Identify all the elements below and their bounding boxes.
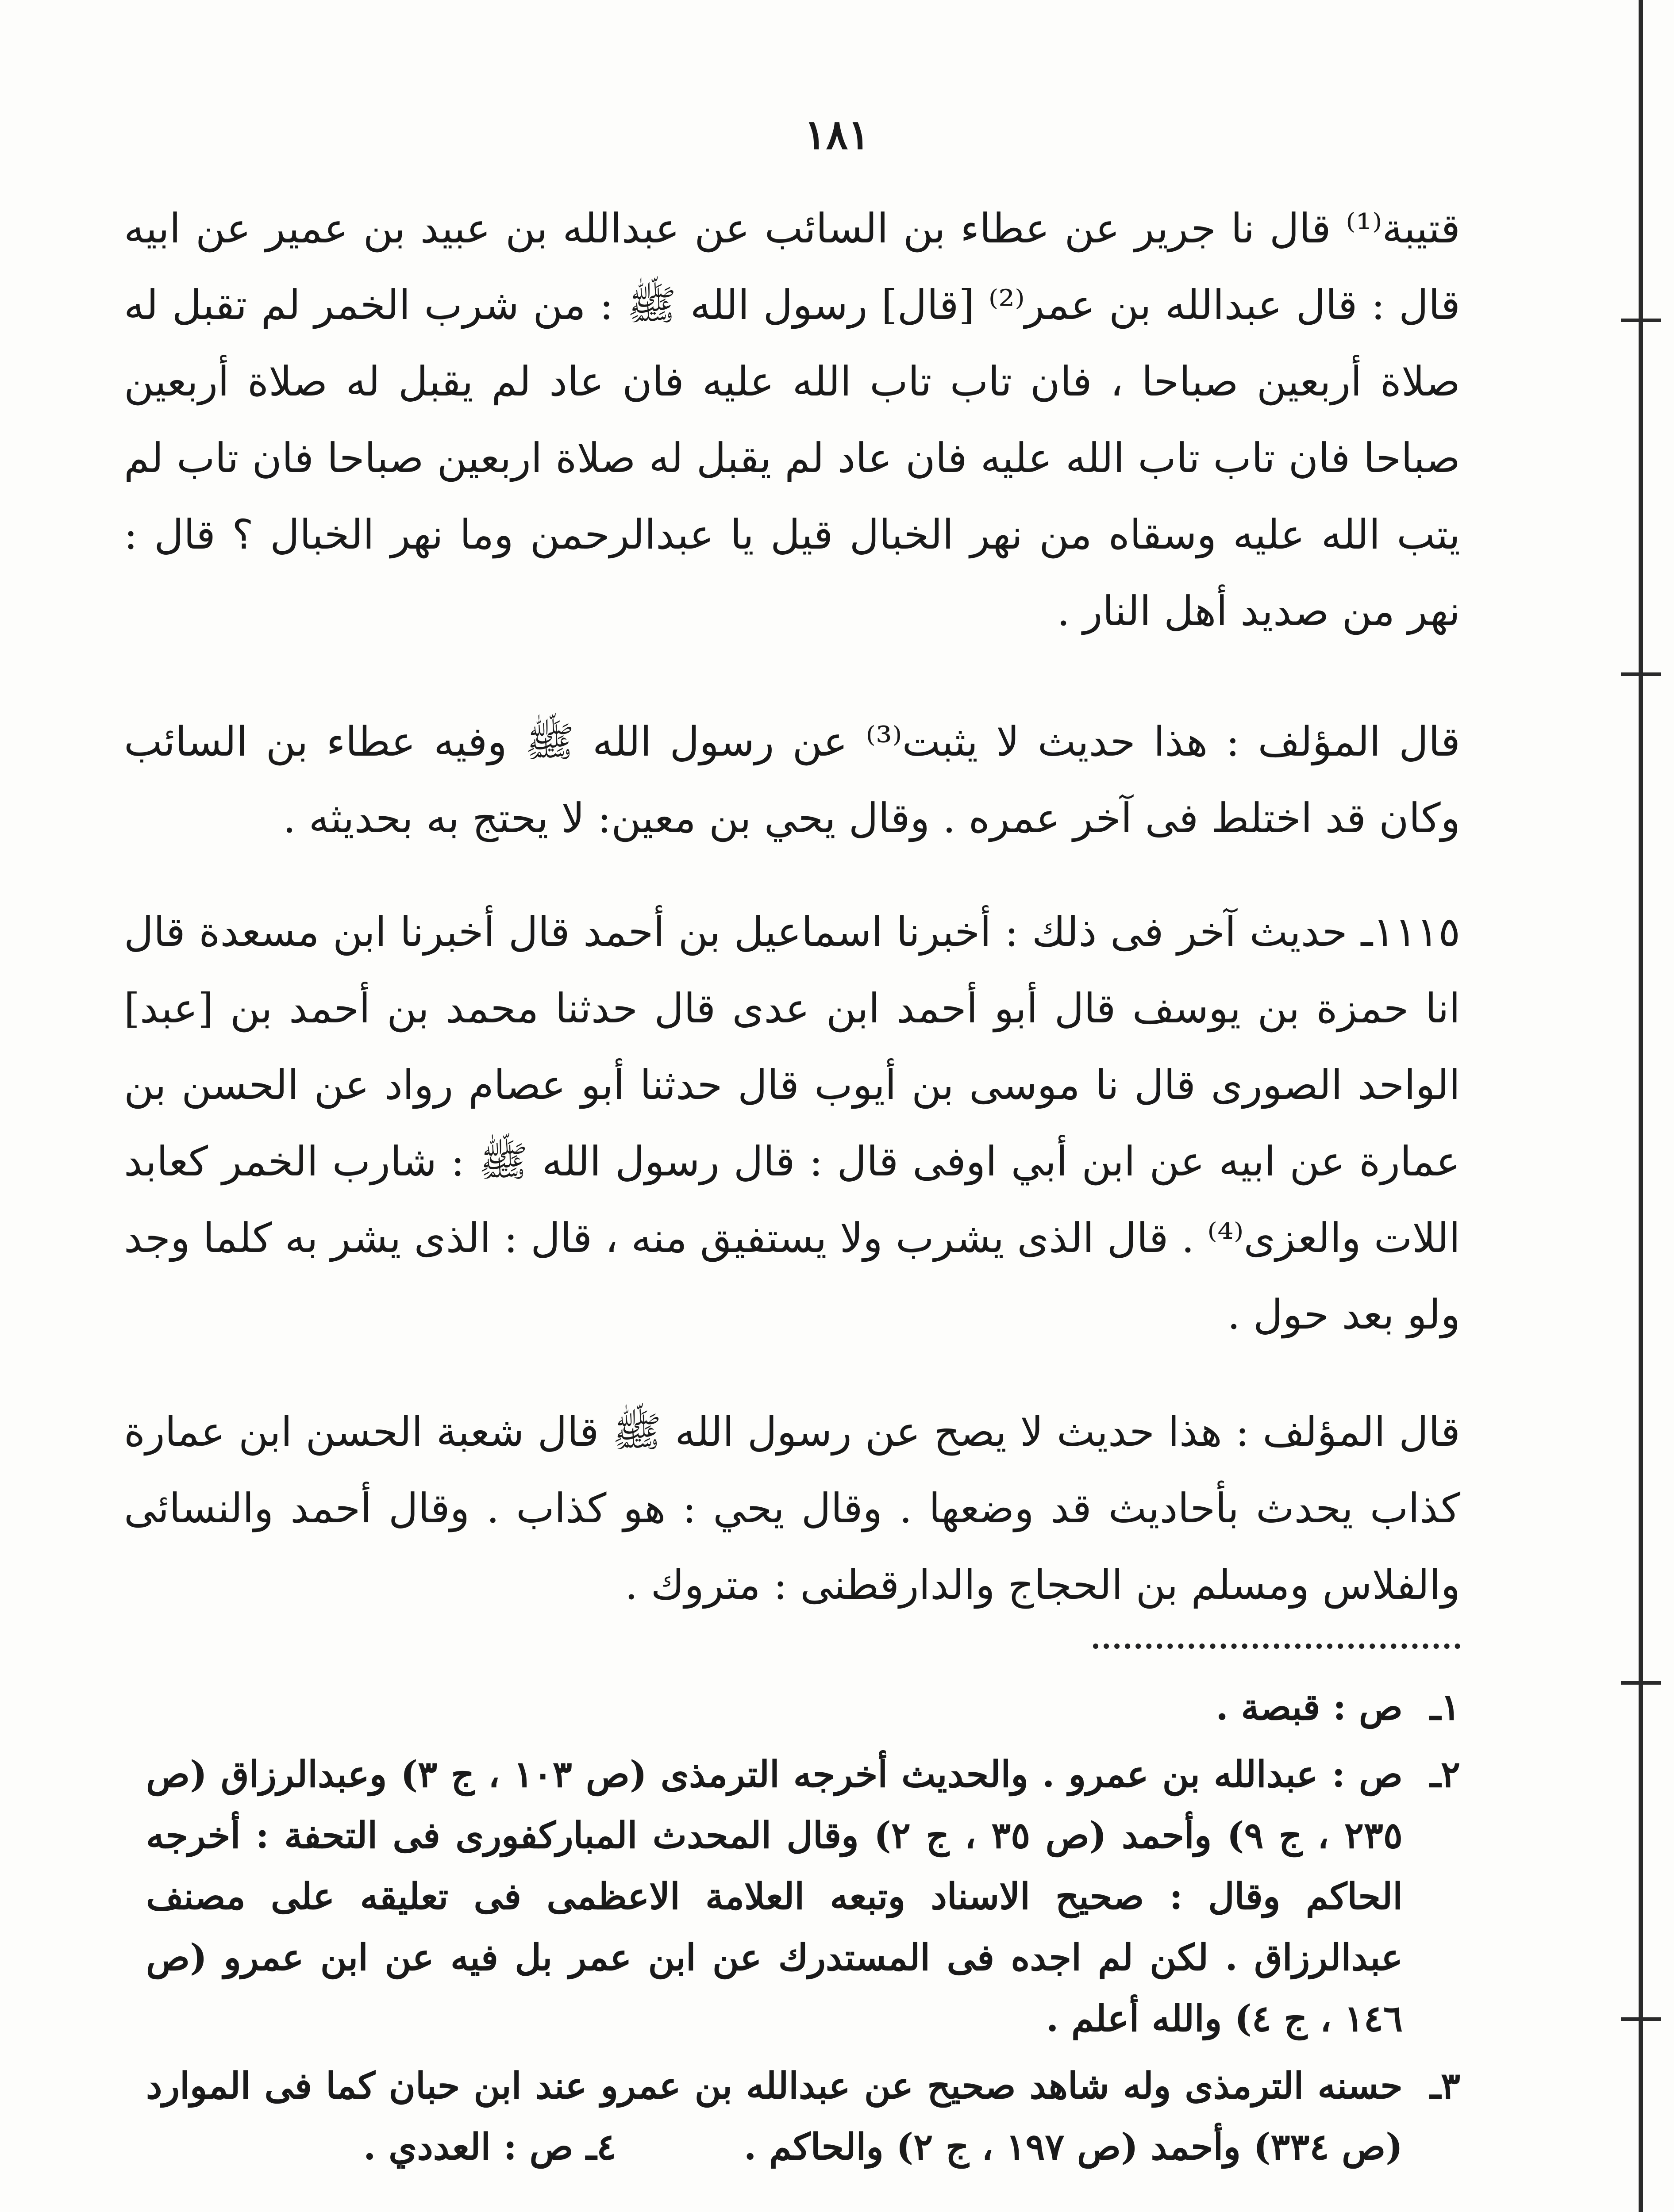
margin-tick (1621, 1681, 1661, 1685)
footnote-text: ص : العددي . (363, 2126, 573, 2168)
footnote-divider (1093, 1644, 1460, 1649)
footnote-number: ١ـ (1430, 1686, 1460, 1728)
binding-margin-line (1639, 0, 1643, 2212)
paragraph: قتيبة⁽¹⁾ قال نا جرير عن عطاء بن السائب عن عبدالله بن عبيد بن عمير عن ابيه قال : قال عبدالله بن عمر⁽²⁾ [قال] رسول الله ﷺ : من شرب الخمر لم تقبل له صلاة أربعين صباحا ، فان تاب تاب الله عليه فان عاد لم يقبل له صلاة أربعين صباحا فان تاب تاب الله عليه فان عاد لم يقبل له صلاة اربعين صباحا فان تاب لم يتب الله عليه وسقاه من نهر الخبال قيل يا عبدالرحمن وما نهر الخبال ؟ قال : نهر من صديد أهل النار . (124, 205, 1461, 635)
footnote-inline (363, 2116, 616, 2177)
footnote-number: ٤ـ (586, 2126, 616, 2168)
paragraph-author-comment (124, 1394, 1460, 1623)
paragraph: قال المؤلف : هذا حديث لا يصح عن رسول الله ﷺ قال شعبة الحسن ابن عمارة كذاب يحدث بأحاديث قد وضعها . وقال يحي : هو كذاب . وقال أحمد والنسائى والفلاس ومسلم بن الحجاج والدارقطنى : متروك . (124, 1408, 1460, 1609)
footnote (146, 1744, 1460, 2049)
paragraph: ١١١٥ـ حديث آخر فى ذلك : أخبرنا اسماعيل بن أحمد قال أخبرنا ابن مسعدة قال انا حمزة بن يوسف قال أبو أحمد ابن عدى قال حدثنا محمد بن أحمد بن [عبد] الواحد الصورى قال نا موسى بن أيوب قال حدثنا أبو عصام رواد عن الحسن بن عمارة عن ابيه عن ابن أبي اوفى قال : قال رسول الله ﷺ : شارب الخمر كعابد اللات والعزى⁽⁴⁾ . قال الذى يشرب ولا يستفيق منه ، قال : الذى يشر به كلما وجد ولو بعد حول . (124, 908, 1460, 1338)
footnote-text: ص : قبصة . (1216, 1686, 1403, 1728)
footnote (146, 1677, 1460, 1738)
footnote-number: ٢ـ (1430, 1753, 1460, 1796)
footnote (146, 2055, 1460, 2177)
footnotes (146, 1677, 1460, 2184)
page-number: ١٨١ (804, 111, 870, 158)
margin-tick (1621, 2017, 1661, 2021)
paragraph-hadith-text (124, 190, 1460, 649)
footnote-number: ٣ـ (1430, 2065, 1460, 2107)
paragraph-hadith-1115 (124, 894, 1460, 1353)
paragraph: قال المؤلف : هذا حديث لا يثبت⁽³⁾ عن رسول الله ﷺ وفيه عطاء بن السائب وكان قد اختلط فى آخر عمره . وقال يحي بن معين: لا يحتج به بحديثه . (124, 718, 1460, 842)
paragraph-author-comment (124, 703, 1460, 856)
footnote-text: ص : عبدالله بن عمرو . والحديث أخرجه الترمذى (ص ١٠٣ ، ج ٣) وعبدالرزاق (ص ٢٣٥ ، ج ٩) وأحمد (ص ٣٥ ، ج ٢) وقال المحدث المباركفورى فى التحفة : أخرجه الحاكم وقال : صحيح الاسناد وتبعه العلامة الاعظمى فى تعليقه على مصنف عبدالرزاق . لكن لم اجده فى المستدرك عن ابن عمر بل فيه عن ابن عمرو (ص ١٤٦ ، ج ٤) والله أعلم . (146, 1753, 1403, 2040)
margin-tick (1621, 672, 1661, 676)
margin-tick (1621, 319, 1661, 322)
footnote-text: حسنه الترمذى وله شاهد صحيح عن عبدالله بن عمرو عند ابن حبان كما فى الموارد (ص ٣٣٤) وأحمد (ص ١٩٧ ، ج ٢) والحاكم . (146, 2065, 1403, 2168)
